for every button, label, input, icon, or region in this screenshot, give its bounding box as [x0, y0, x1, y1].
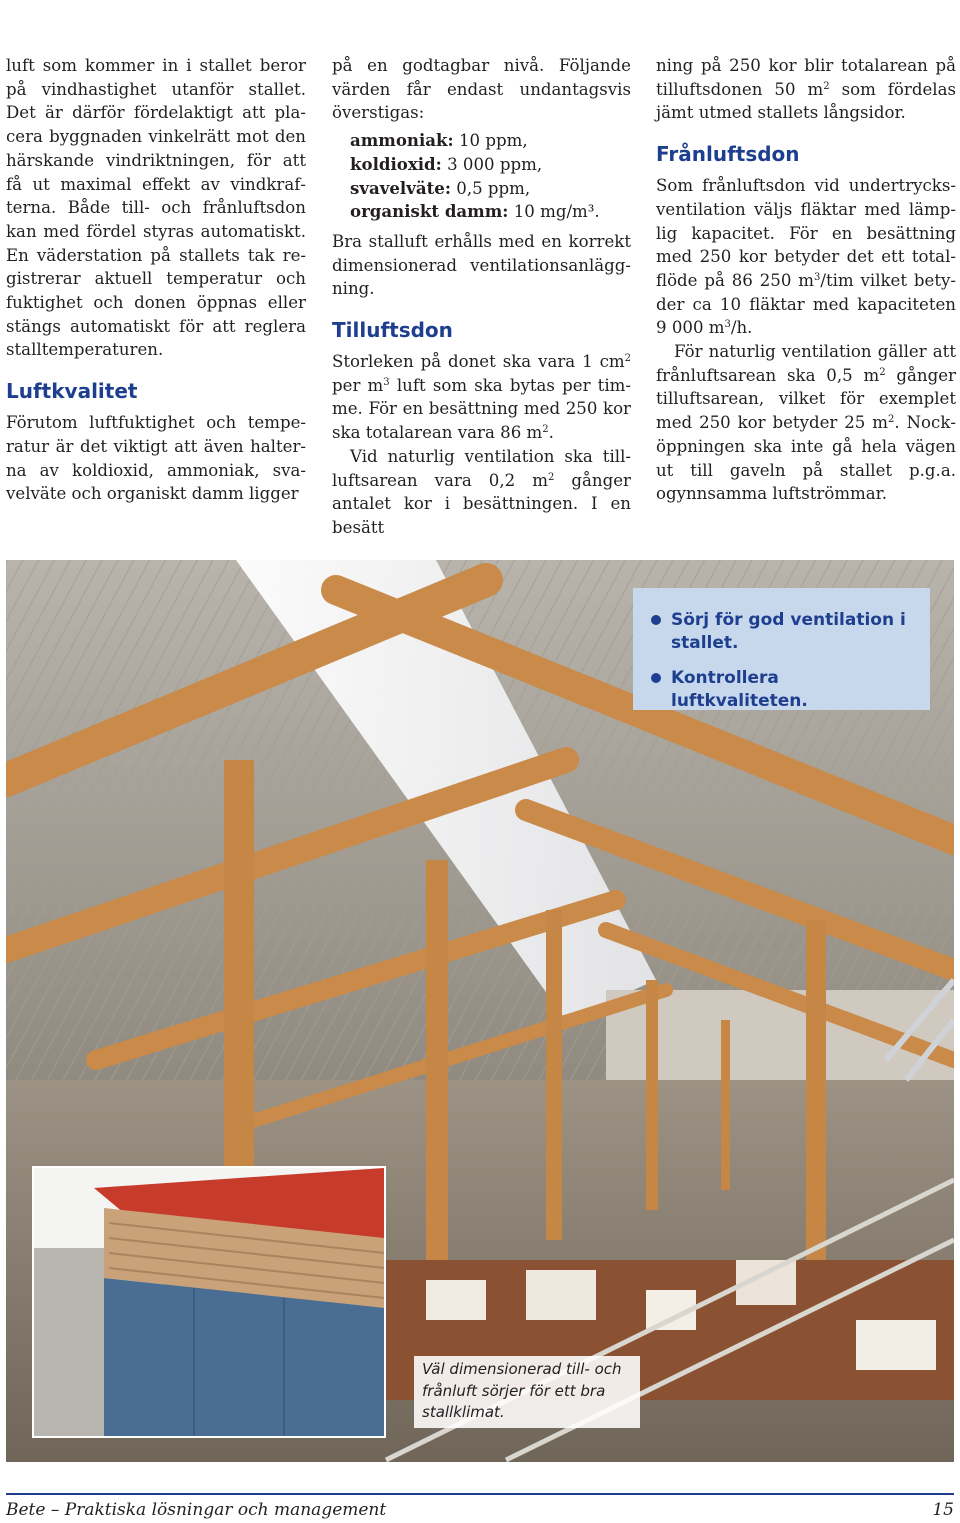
paragraph — [656, 174, 956, 340]
footer-divider — [6, 1493, 954, 1495]
limit-values-list — [350, 129, 631, 224]
section-heading-franluftsdon: Frånluftsdon — [656, 142, 800, 167]
callout-text: Kontrollera luftkvaliteten. — [671, 668, 808, 711]
text-run: som fördelas jämt utmed stallets långsidor. — [656, 79, 957, 123]
superscript: 2 — [624, 353, 631, 365]
superscript: 2 — [823, 80, 830, 92]
limit-row — [350, 177, 631, 201]
limit-row — [350, 200, 631, 224]
text-run: För naturlig ventilation gäller att frånluftsarean ska 0,5 m — [656, 342, 956, 385]
limit-key: ammoniak: — [350, 130, 454, 151]
superscript: 3 — [383, 376, 390, 388]
limit-key: organiskt damm: — [350, 201, 509, 222]
footer-title: Bete – Praktiska lösningar och management — [6, 1500, 387, 1520]
limit-value: 10 mg/m³. — [513, 202, 600, 222]
text-column-2 — [332, 54, 631, 540]
section-heading-luftkvalitet: Luftkvalitet — [6, 379, 138, 404]
paragraph — [656, 54, 956, 125]
limit-key: koldioxid: — [350, 153, 442, 174]
paragraph — [656, 340, 956, 506]
text-run: Som frånluftsdon vid undertrycksventilation väljs fläktar med lämplig kapacitet. För en besättning med 250 kor betyder det ett totalflöde på 86 250 m — [656, 176, 956, 290]
limit-value: 3 000 ppm, — [447, 154, 543, 174]
bullet-icon — [651, 673, 661, 683]
text-run: gånger antalet kor i besättningen. I en besätt — [332, 470, 631, 537]
section-heading-tilluftsdon: Tilluftsdon — [332, 318, 453, 343]
paragraph: Förutom luftfuktighet och temperatur är det viktigt att även halterna av koldioxid, ammoniak, svavelväte och organiskt damm ligger — [6, 413, 306, 504]
text-run: . — [548, 423, 554, 443]
text-run: /h. — [730, 318, 753, 338]
callout-item — [651, 667, 920, 713]
superscript: 2 — [887, 414, 895, 426]
callout-text: Sörj för god ventilation i stallet. — [671, 610, 906, 653]
limit-value: 10 ppm, — [458, 131, 528, 151]
text-run: luft som ska bytas per timme. För en besättning med 250 kor ska totalarean vara 86 m — [332, 375, 631, 443]
callout-item — [651, 609, 920, 655]
text-run: Storleken på donet ska vara 1 cm — [332, 352, 625, 372]
superscript: 2 — [547, 471, 555, 483]
text-run: Vid naturlig ventilation ska tillluftsarean vara 0,2 m — [332, 446, 631, 490]
superscript: 2 — [879, 366, 886, 378]
page-number: 15 — [932, 1500, 954, 1520]
paragraph: luft som kommer in i stallet beror på vindhastighet utanför stallet. Det är därför fördelaktigt att placera byggnaden vinkelrätt mot den härskande vindriktningen, för att få ut maximal effekt av vindkrafterna. Både till- och frånluftsdon kan med fördel styras automatiskt. En väderstation på stallets tak registrerar aktuell temperatur och fuktighet och donen öppnas eller stängs automatiskt för att reglera stalltemperaturen. — [6, 56, 306, 360]
photo-caption: Väl dimensionerad till- och frånluft sörjer för ett bra stallklimat. — [414, 1356, 640, 1428]
paragraph — [332, 350, 631, 445]
superscript: 3 — [724, 319, 731, 331]
paragraph — [332, 445, 631, 540]
limit-value: 0,5 ppm, — [456, 178, 531, 198]
limit-row — [350, 129, 631, 153]
limit-key: svavelväte: — [350, 177, 451, 198]
superscript: 2 — [542, 424, 549, 436]
text-run: per m — [332, 375, 384, 395]
text-column-1 — [6, 54, 306, 506]
limit-row — [350, 153, 631, 177]
bullet-icon — [651, 615, 661, 625]
callout-box — [633, 588, 930, 710]
text-run: gånger tilluftsarean, vilket för exemplet med 250 kor betyder 25 m — [656, 365, 956, 433]
paragraph: på en godtagbar nivå. Följande värden får endast undantagsvis överstigas: — [332, 56, 631, 123]
text-run: . Nocköppningen ska inte gå hela vägen ut till gaveln på stallet p.g.a. ogynnsamma luftströmmar. — [656, 413, 956, 504]
text-run: /tim vilket betyder ca 10 fläktar med kapaciteten 9 000 m — [656, 270, 957, 338]
text-column-3 — [656, 54, 956, 506]
text-run: ning på 250 kor blir totalarean på tilluftsdonen 50 m — [656, 56, 956, 99]
paragraph: Bra stalluft erhålls med en korrekt dimensionerad ventilationsanläggning. — [332, 231, 631, 299]
superscript: 3 — [813, 271, 821, 283]
barn-exterior-vent-photo — [32, 1166, 386, 1438]
